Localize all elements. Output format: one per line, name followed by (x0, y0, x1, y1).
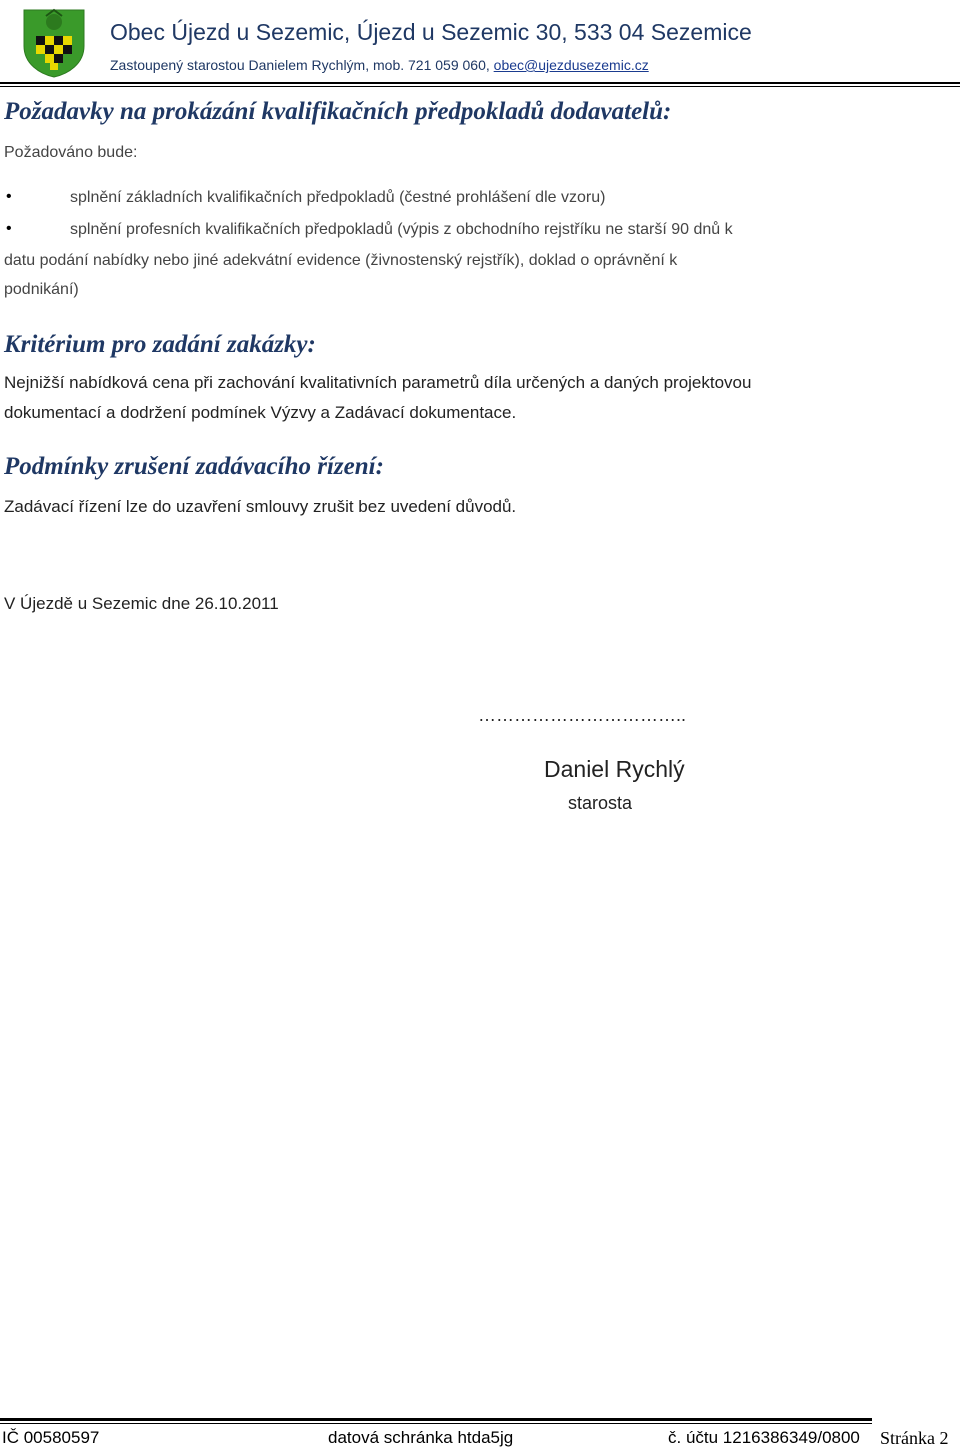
criterion-line-1: Nejnižší nabídková cena při zachování kvalitativních parametrů díla určených a daných projektovou (4, 373, 752, 392)
header-title: Obec Újezd u Sezemic, Újezd u Sezemic 30, 533 04 Sezemice (110, 19, 752, 45)
criterion-line-2: dokumentací a dodržení podmínek Výzvy a Zadávací dokumentace. (4, 403, 517, 422)
footer-divider (0, 1418, 872, 1421)
requirement-bullet-1: splnění základních kvalifikačních předpokladů (čestné prohlášení dle vzoru) (70, 189, 606, 206)
cancellation-text: Zadávací řízení lze do uzavření smlouvy zrušit bez uvedení důvodů. (4, 497, 517, 516)
signatory-name: Daniel Rychlý (544, 756, 685, 782)
header-divider-thin (0, 86, 960, 87)
bullet-marker: • (6, 188, 12, 205)
requirement-bullet-2-continuation: datu podání nabídky nebo jiné adekvátní evidence (živnostenský rejstřík), doklad o oprávnění k (4, 252, 678, 269)
requirement-bullet-2-continuation-end: podnikání) (4, 281, 79, 298)
footer-databox: datová schránka htda5jg (328, 1428, 514, 1447)
header-contact (110, 57, 649, 73)
bullet-marker: • (6, 220, 12, 237)
header-email-link[interactable]: obec@ujezdusezemic.cz (493, 57, 649, 73)
requirement-bullet-2: splnění profesních kvalifikačních předpokladů (výpis z obchodního rejstříku ne starší 90 dnů k (70, 221, 733, 238)
header-divider (0, 82, 960, 84)
place-and-date: V Újezdě u Sezemic dne 26.10.2011 (4, 594, 279, 613)
footer-account: č. účtu 1216386349/0800 (668, 1428, 860, 1447)
footer-ic: IČ 00580597 (2, 1428, 100, 1447)
criterion-heading: Kritérium pro zadání zakázky: (4, 331, 316, 358)
municipal-coat-of-arms-icon (18, 6, 90, 78)
requirements-heading: Požadavky na prokázání kvalifikačních předpokladů dodavatelů: (4, 98, 672, 125)
header-representative: Zastoupený starostou Danielem Rychlým, mob. 721 059 060, (110, 57, 490, 73)
signature-line: …………………………….. (478, 705, 687, 725)
requirements-intro: Požadováno bude: (4, 144, 138, 161)
cancellation-heading: Podmínky zrušení zadávacího řízení: (4, 453, 384, 480)
footer-page-number: Stránka 2 (880, 1428, 949, 1448)
footer-divider-thin (0, 1423, 872, 1424)
signatory-role: starosta (568, 793, 633, 813)
